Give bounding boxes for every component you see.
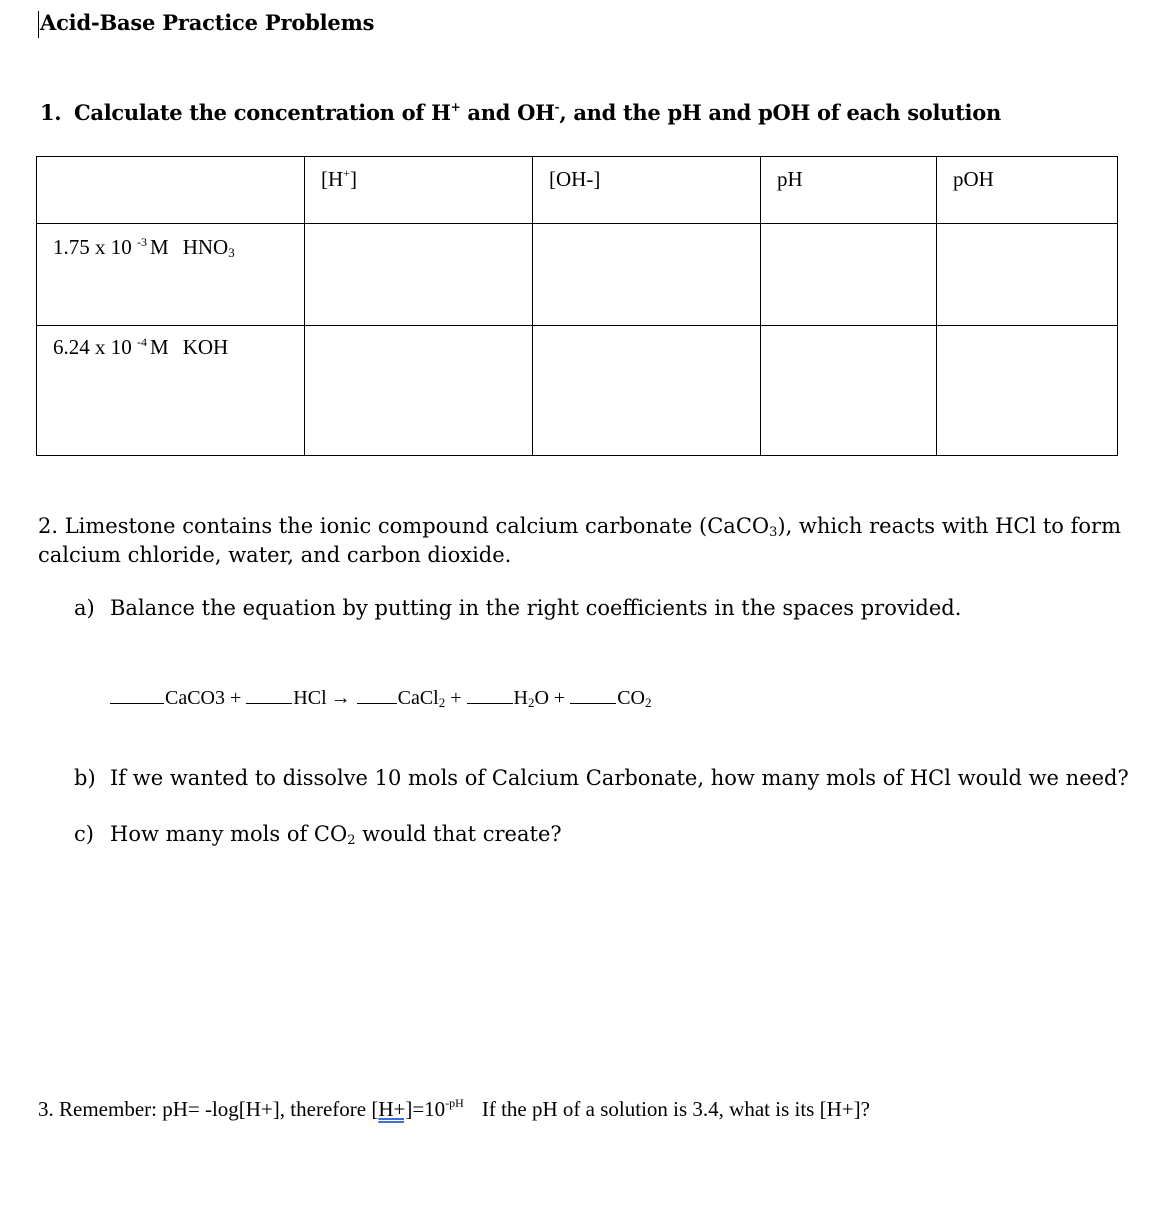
answer-cell[interactable] <box>761 326 937 456</box>
row-label-koh: 6.24 x 10 $^{-4}$ M KOH <box>37 326 305 456</box>
coefficient-blank[interactable] <box>110 684 164 704</box>
reaction-arrow-icon: → <box>330 687 351 709</box>
text-cursor <box>38 11 39 38</box>
page-title: Acid-Base Practice Problems <box>40 10 375 35</box>
question-2c: c) How many mols of $CO_2$ would that create? <box>74 822 562 848</box>
answer-table <box>36 156 1118 456</box>
question-2a: a) Balance the equation by putting in the right coefficients in the spaces provided. <box>74 596 962 620</box>
row-label-hno3: 1.75 x 10 $^{-3}$ M $HNO_3$ <box>37 224 305 326</box>
balance-equation: CaCO3 + HCl → CaCl$_2$ + $H_2O + CO_2$ <box>110 684 652 710</box>
question-3: 3. Remember: pH= -log[H+], therefore $[H+]=10^{-pH}$ If the pH of a solution is 3.4, what is its [H+]? <box>38 1096 870 1121</box>
answer-cell[interactable] <box>937 224 1118 326</box>
answer-cell[interactable] <box>305 224 533 326</box>
table-header-row <box>37 157 1118 224</box>
table-header-ph: pH <box>761 157 937 224</box>
table-header-oh-ion: [OH-] <box>533 157 761 224</box>
answer-cell[interactable] <box>761 224 937 326</box>
question-2b: b) If we wanted to dissolve 10 mols of Calcium Carbonate, how many mols of HCl would we need? <box>74 766 1129 790</box>
coefficient-blank[interactable] <box>246 684 292 704</box>
h-plus-link[interactable]: H+] <box>378 1097 413 1121</box>
table-row <box>37 224 1118 326</box>
question-2: 2. Limestone contains the ionic compound calcium carbonate (CaCO$_3$), which reacts with HCl to form calcium chloride, water, and carbon dioxide. <box>38 514 1121 567</box>
coefficient-blank[interactable] <box>467 684 513 704</box>
answer-cell[interactable] <box>937 326 1118 456</box>
answer-cell[interactable] <box>305 326 533 456</box>
answer-cell[interactable] <box>533 326 761 456</box>
question-1: 1. Calculate the concentration of H+ and OH-, and the pH and pOH of each solution <box>40 100 1001 125</box>
table-row <box>37 326 1118 456</box>
question-1-number: 1. <box>40 100 62 125</box>
table-header-empty <box>37 157 305 224</box>
coefficient-blank[interactable] <box>570 684 616 704</box>
coefficient-blank[interactable] <box>357 684 397 704</box>
table-header-h-ion: [H+] <box>305 157 533 224</box>
answer-cell[interactable] <box>533 224 761 326</box>
table-header-poh: pOH <box>937 157 1118 224</box>
